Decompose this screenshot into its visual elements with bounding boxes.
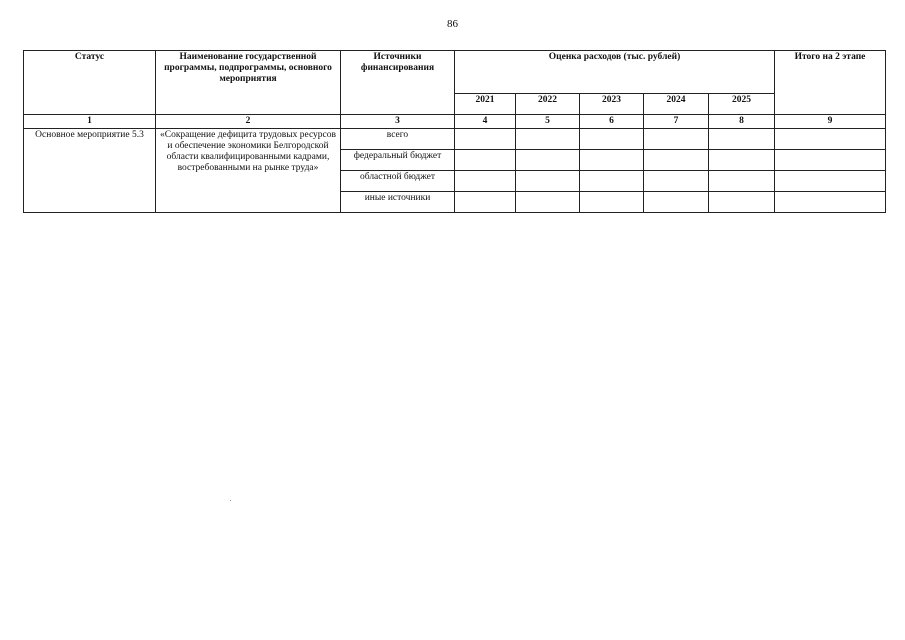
funding-source: иные источники <box>341 192 455 213</box>
table-cell <box>775 171 886 192</box>
header-status: Статус <box>24 51 156 115</box>
column-number: 9 <box>775 115 886 129</box>
column-number: 6 <box>580 115 644 129</box>
column-number: 3 <box>341 115 455 129</box>
table-cell <box>516 150 580 171</box>
header-year: 2021 <box>455 94 516 115</box>
header-funding-sources: Источники финансирования <box>341 51 455 115</box>
header-program-name: Наименование государственной программы, подпрограммы, основного мероприятия <box>156 51 341 115</box>
table-cell <box>516 171 580 192</box>
table-cell <box>775 129 886 150</box>
table-cell <box>580 150 644 171</box>
header-year: 2024 <box>644 94 709 115</box>
column-number: 5 <box>516 115 580 129</box>
table-cell <box>455 150 516 171</box>
table-cell <box>455 171 516 192</box>
header-year: 2023 <box>580 94 644 115</box>
header-year: 2022 <box>516 94 580 115</box>
table-cell <box>580 192 644 213</box>
table-cell <box>644 171 709 192</box>
row-program-name: «Сокращение дефицита трудовых ресурсов и обеспечение экономики Белгородской области квалифицированными кадрами, востребованными на рынке труда» <box>156 129 341 213</box>
funding-source: всего <box>341 129 455 150</box>
table-cell <box>644 129 709 150</box>
table-cell <box>709 129 775 150</box>
funding-source: областной бюджет <box>341 171 455 192</box>
table-row <box>24 129 886 150</box>
header-total-stage-2: Итого на 2 этапе <box>775 51 886 115</box>
table-cell <box>709 150 775 171</box>
table-cell <box>516 192 580 213</box>
table-cell <box>775 150 886 171</box>
funding-source: федеральный бюджет <box>341 150 455 171</box>
table-cell <box>580 129 644 150</box>
column-number: 8 <box>709 115 775 129</box>
table-cell <box>516 129 580 150</box>
table-cell <box>580 171 644 192</box>
table-cell <box>709 171 775 192</box>
column-number: 2 <box>156 115 341 129</box>
row-status: Основное мероприятие 5.3 <box>24 129 156 213</box>
page-number: 86 <box>447 18 458 30</box>
scan-speck <box>230 500 231 501</box>
table-cell <box>644 192 709 213</box>
table-cell <box>644 150 709 171</box>
column-number: 7 <box>644 115 709 129</box>
header-year: 2025 <box>709 94 775 115</box>
column-number: 1 <box>24 115 156 129</box>
table-cell <box>455 129 516 150</box>
budget-table <box>23 50 886 213</box>
table-cell <box>709 192 775 213</box>
column-number: 4 <box>455 115 516 129</box>
header-cost-estimate: Оценка расходов (тыс. рублей) <box>455 51 775 94</box>
table-cell <box>455 192 516 213</box>
table-cell <box>775 192 886 213</box>
